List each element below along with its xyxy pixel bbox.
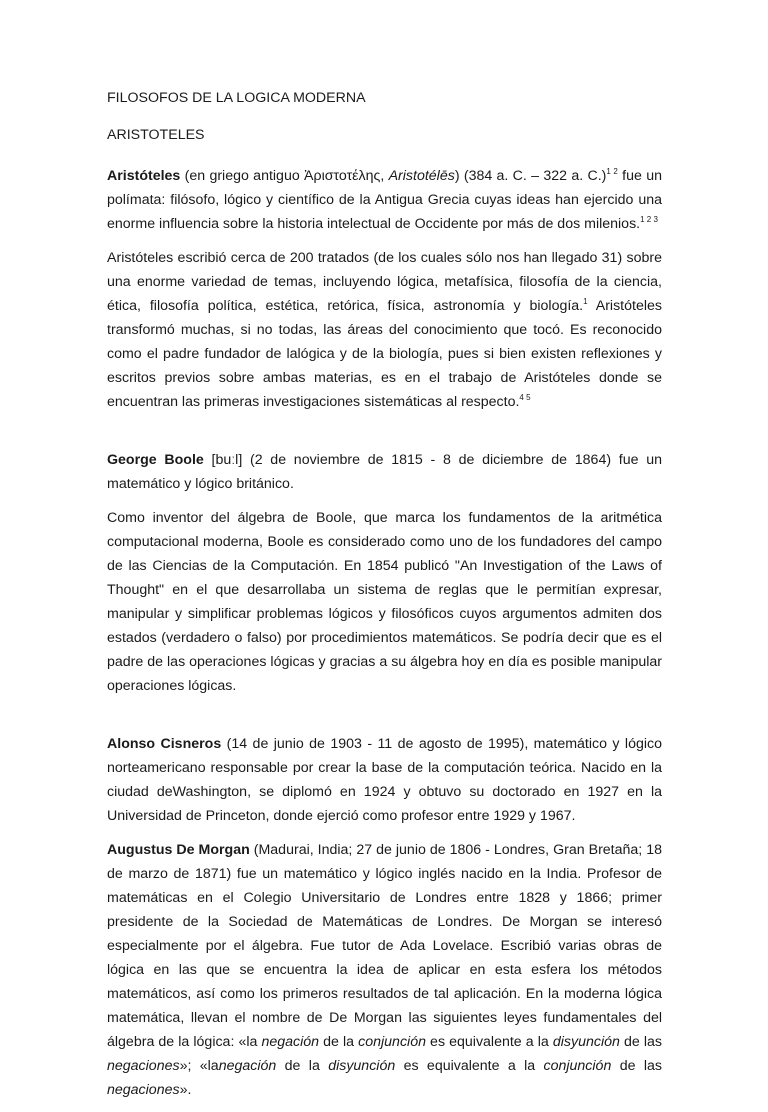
aristotle-name: Aristóteles [107,168,181,184]
boole-paragraph-2: Como inventor del álgebra de Boole, que marca los fundamentos de la aritmética computacional moderna, Boole es considerado como uno de los fundadores del campo de las Ciencias de la Computación. En 1854 publicó "An Investigation of the Laws of Thought" en el que desarrollaba un sistema de reglas que le permitían expresar, manipular y simplificar problemas lógicos y filosóficos cuyos argumentos admiten dos estados (verdadero o falso) por procedimientos matemáticos. Se podría decir que es el padre de las operaciones lógicas y gracias a su álgebra hoy en día es posible manipular operaciones lógicas. [107,510,662,694]
demorgan-paragraph: Augustus De Morgan (Madurai, India; 27 de junio de 1806 - Londres, Gran Bretaña; 18 de marzo de 1871) fue un matemático y lógico inglés nacido en la India. Profesor de matemáticas en el Colegio Universitario de Londres entre 1828 y 1866; primer presidente de la Sociedad de Matemáticas de Londres. De Morgan se interesó especialmente por el álgebra. Fue tutor de Ada Lovelace. Escribió varias obras de lógica en las que se encuentra la idea de aplicar en esta esfera los métodos matemáticos, así como los primeros resultados de tal aplicación. En la moderna lógica matemática, llevan el nombre de De Morgan las siguientes leyes fundamentales del álgebra de la lógica: «la negación de la conjunción es equivalente a la disyunción de las negaciones»; «lanegación de la disyunción es equivalente a la conjunción de las negaciones». [107,842,663,1098]
boole-paragraph-1: George Boole [buːl] (2 de noviembre de 1815 - 8 de diciembre de 1864) fue un matemático y lógico británico. [107,452,662,492]
cisneros-paragraph: Alonso Cisneros (14 de junio de 1903 - 11 de agosto de 1995), matemático y lógico norteamericano responsable por crear la base de la computación teórica. Nacido en la ciudad deWashington, se diplomó en 1924 y obtuvo su doctorado en 1927 en la Universidad de Princeton, donde ejerció como profesor entre 1929 y 1967. [107,736,663,824]
document-title: FILOSOFOS DE LA LOGICA MODERNA [107,90,366,106]
demorgan-name: Augustus De Morgan [107,842,250,858]
cisneros-name: Alonso Cisneros [107,736,222,752]
footnote-ref: 1 2 [606,167,618,176]
footnote-ref: 1 [583,297,588,306]
aristotle-paragraph-1: Aristóteles (en griego antiguo Ἀριστοτέλης, Aristotélēs) (384 a. C. – 322 a. C.)$^{1 2}$ fue un polímata: filósofo, lógico y científico de la Antigua Grecia cuyas ideas han ejercido una enorme influencia sobre la historia intelectual de Occidente por más de dos milenios.$^{1 2 3}$ [107,167,662,232]
document-page [107,86,662,1112]
transliteration: Aristotélēs [388,168,455,184]
section-heading: ARISTOTELES [107,127,205,143]
footnote-ref: 1 2 3 [640,215,658,224]
aristotle-paragraph-2: Aristóteles escribió cerca de 200 tratados (de los cuales sólo nos han llegado 31) sobre una enorme variedad de temas, incluyendo lógica, metafísica, filosofía de la ciencia, ética, filosofía política, estética, retórica, física, astronomía y biología.$^1$ Aristóteles transformó muchas, si no todas, las áreas del conocimiento que tocó. Es reconocido como el padre fundador de lalógica y de la biología, pues si bien existen reflexiones y escritos previos sobre ambas materias, es en el trabajo de Aristóteles donde se encuentran las primeras investigaciones sistemáticas al respecto.$^{4 5}$ [107,250,662,410]
footnote-ref: 4 5 [519,393,531,402]
boole-name: George Boole [107,452,204,468]
greek-name: Ἀριστοτέλης [304,168,381,184]
